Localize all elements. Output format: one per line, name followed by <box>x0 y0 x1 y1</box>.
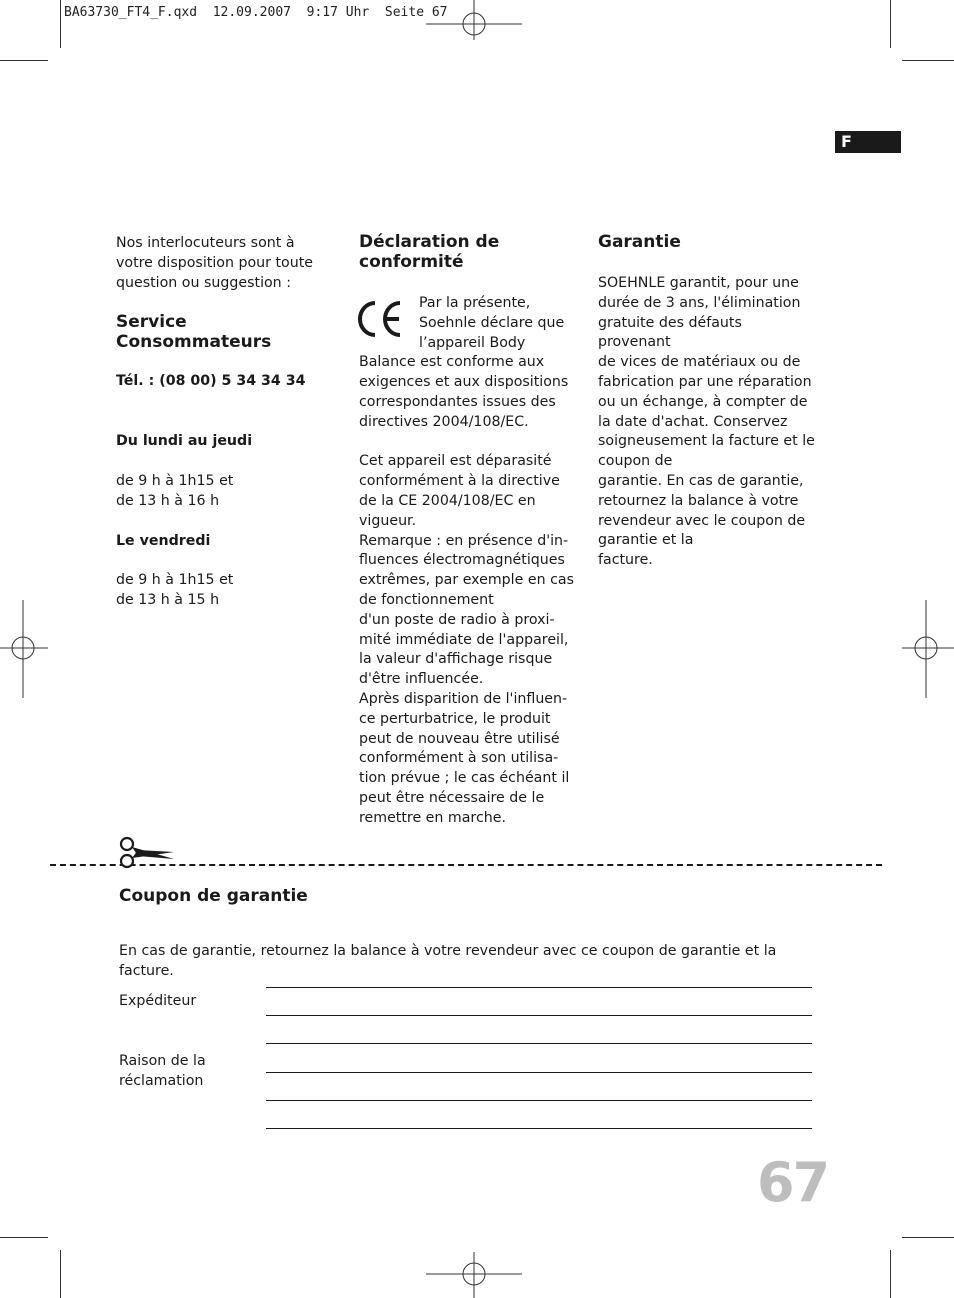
text-line: de fonctionnement <box>359 591 494 608</box>
text-line: d'être influencée. <box>359 671 484 688</box>
text-line: gratuite des défauts provenant <box>598 314 742 351</box>
crop-mark <box>60 1250 61 1298</box>
reason-label-line: réclamation <box>119 1072 204 1089</box>
coupon-title: Coupon de garantie <box>119 886 308 906</box>
weekday-label: Du lundi au jeudi <box>116 433 253 450</box>
text-line: extrêmes, par exemple en cas <box>359 572 574 589</box>
conformity-body <box>359 294 574 829</box>
friday-label: Le vendredi <box>116 532 211 549</box>
text-line: mité immédiate de l'appareil, <box>359 631 569 648</box>
text-line: conformément à son utilisa- <box>359 750 559 767</box>
text-line: Balance est conforme aux <box>359 354 545 371</box>
text-line: tion prévue ; le cas échéant il <box>359 770 570 787</box>
registration-mark-right <box>900 600 954 698</box>
text-line: ou un échange, à compter de <box>598 393 808 410</box>
registration-mark-left <box>0 600 50 698</box>
text-line: de la CE 2004/108/EC en <box>359 492 536 509</box>
text-line: correspondantes issues des <box>359 393 556 410</box>
warranty-column <box>598 232 818 571</box>
intro-line: votre disposition pour toute <box>116 254 313 271</box>
reason-fill-line[interactable] <box>266 1072 812 1073</box>
text-line: Soehnle déclare que <box>419 314 565 331</box>
text-line: conformément à la directive <box>359 473 560 490</box>
text-line: fabrication par une réparation <box>598 373 812 390</box>
text-line: exigences et aux dispositions <box>359 374 569 391</box>
page-number: 67 <box>757 1151 829 1214</box>
registration-mark-bottom <box>426 1252 524 1298</box>
coupon-text-line: facture. <box>119 963 174 979</box>
sender-fill-line[interactable] <box>266 987 812 988</box>
reason-fill-line[interactable] <box>266 1128 812 1129</box>
customer-service-column <box>116 232 336 611</box>
sender-fill-line[interactable] <box>266 1015 812 1016</box>
registration-mark-top <box>426 0 524 40</box>
scissors-icon <box>118 835 176 869</box>
text-line: remettre en marche. <box>359 809 506 826</box>
print-slug: BA63730_FT4_F.qxd 12.09.2007 9:17 Uhr Seite 67 <box>64 5 448 20</box>
phone-number: Tél. : (08 00) 5 34 34 34 <box>116 373 306 390</box>
intro-line: question ou suggestion : <box>116 274 291 291</box>
text-line: coupon de <box>598 453 673 470</box>
text-line: Par la présente, <box>419 295 531 311</box>
hours-line: de 9 h à 1h15 et <box>116 572 234 589</box>
text-line: garantie. En cas de garantie, <box>598 472 804 489</box>
hours-line: de 13 h à 15 h <box>116 592 220 609</box>
text-line: la valeur d'affichage risque <box>359 651 553 668</box>
reason-fill-line[interactable] <box>266 1043 812 1044</box>
crop-mark <box>60 0 61 48</box>
conformity-heading: conformité <box>359 252 464 272</box>
text-line: de vices de matériaux ou de <box>598 354 801 371</box>
text-line: peut être nécessaire de le <box>359 789 545 806</box>
text-line <box>359 433 574 453</box>
text-line: Remarque : en présence d'in- <box>359 532 569 549</box>
reason-label-line: Raison de la <box>119 1053 206 1069</box>
text-line: l’appareil Body <box>419 334 526 351</box>
crop-mark <box>902 60 954 61</box>
text-line: d'un poste de radio à proxi- <box>359 611 555 628</box>
warranty-body <box>598 274 818 571</box>
crop-mark <box>0 60 48 61</box>
text-line: revendeur avec le coupon de <box>598 512 806 529</box>
ce-mark-icon <box>355 297 405 341</box>
text-line: la date d'achat. Conservez <box>598 413 788 430</box>
text-line: garantie et la <box>598 532 694 549</box>
hours-line: de 13 h à 16 h <box>116 492 220 509</box>
text-line: fluences électromagnétiques <box>359 552 565 569</box>
text-line: SOEHNLE garantit, pour une <box>598 275 799 291</box>
conformity-heading: Déclaration de <box>359 232 500 252</box>
crop-mark <box>890 1250 891 1298</box>
text-line: Cet appareil est déparasité <box>359 453 552 470</box>
language-tab: F <box>835 131 901 153</box>
text-line: vigueur. <box>359 512 417 529</box>
coupon-instructions <box>119 941 779 981</box>
intro-line: Nos interlocuteurs sont à <box>116 235 295 251</box>
reason-label <box>119 1052 206 1091</box>
text-line: Après disparition de l'influen- <box>359 690 568 707</box>
warranty-heading: Garantie <box>598 232 681 252</box>
text-line: soigneusement la facture et le <box>598 433 815 450</box>
text-line: facture. <box>598 552 653 569</box>
sender-label: Expéditeur <box>119 993 197 1009</box>
crop-mark <box>902 1237 954 1238</box>
crop-mark <box>0 1237 48 1238</box>
text-line: directives 2004/108/EC. <box>359 413 529 430</box>
text-line: durée de 3 ans, l'élimination <box>598 294 801 311</box>
hours-line: de 9 h à 1h15 et <box>116 472 234 489</box>
text-line: ce perturbatrice, le produit <box>359 710 551 727</box>
service-heading: Service Consommateurs <box>116 312 272 353</box>
reason-fill-line[interactable] <box>266 1100 812 1101</box>
text-line: peut de nouveau être utilisé <box>359 730 560 747</box>
crop-mark <box>890 0 891 48</box>
coupon-text-line: En cas de garantie, retournez la balance à votre revendeur avec ce coupon de garantie et la <box>119 943 777 959</box>
text-line: retournez la balance à votre <box>598 492 799 509</box>
